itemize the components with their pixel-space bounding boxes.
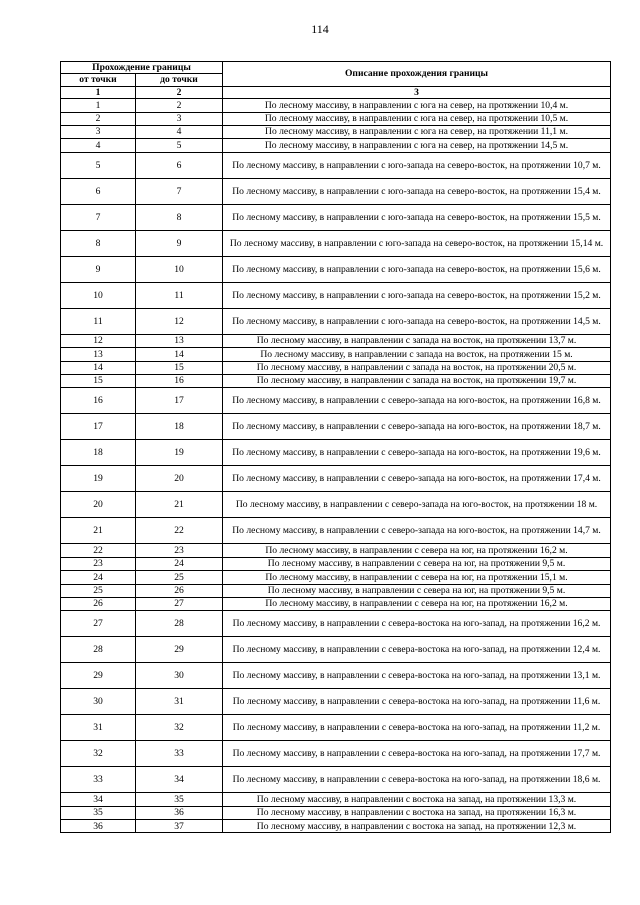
description-cell: По лесному массиву, в направлении с юго-запада на северо-восток, на протяжении 14,5 м. (223, 308, 611, 334)
from-point-cell: 36 (61, 820, 136, 833)
to-point-cell: 6 (136, 152, 223, 178)
table-row (61, 597, 611, 610)
header-boundary-group: Прохождение границы (61, 62, 223, 74)
to-point-cell: 36 (136, 806, 223, 819)
description-cell: По лесному массиву, в направлении с востока на запад, на протяжении 13,3 м. (223, 793, 611, 806)
to-point-cell: 28 (136, 611, 223, 637)
table-row (61, 440, 611, 466)
description-cell: По лесному массиву, в направлении с севера на юг, на протяжении 15,1 м. (223, 571, 611, 584)
column-number-2: 2 (136, 86, 223, 98)
to-point-cell: 37 (136, 820, 223, 833)
table-row (61, 492, 611, 518)
from-point-cell: 8 (61, 230, 136, 256)
from-point-cell: 18 (61, 440, 136, 466)
from-point-cell: 32 (61, 741, 136, 767)
to-point-cell: 26 (136, 584, 223, 597)
description-cell: По лесному массиву, в направлении с запада на восток, на протяжении 19,7 м. (223, 374, 611, 387)
description-cell: По лесному массиву, в направлении с юго-запада на северо-восток, на протяжении 15,4 м. (223, 178, 611, 204)
description-cell: По лесному массиву, в направлении с юго-запада на северо-восток, на протяжении 10,7 м. (223, 152, 611, 178)
description-cell: По лесному массиву, в направлении с северо-запада на юго-восток, на протяжении 14,7 м. (223, 518, 611, 544)
to-point-cell: 24 (136, 557, 223, 570)
to-point-cell: 19 (136, 440, 223, 466)
table-row (61, 518, 611, 544)
to-point-cell: 33 (136, 741, 223, 767)
from-point-cell: 26 (61, 597, 136, 610)
header-to-point: до точки (136, 74, 223, 86)
from-point-cell: 2 (61, 112, 136, 125)
to-point-cell: 30 (136, 663, 223, 689)
to-point-cell: 17 (136, 388, 223, 414)
table-row (61, 820, 611, 833)
from-point-cell: 14 (61, 361, 136, 374)
description-cell: По лесному массиву, в направлении с севера на юг, на протяжении 16,2 м. (223, 597, 611, 610)
from-point-cell: 21 (61, 518, 136, 544)
from-point-cell: 33 (61, 767, 136, 793)
from-point-cell: 20 (61, 492, 136, 518)
table-row (61, 348, 611, 361)
table-row (61, 689, 611, 715)
header-description: Описание прохождения границы (223, 62, 611, 87)
to-point-cell: 21 (136, 492, 223, 518)
to-point-cell: 3 (136, 112, 223, 125)
to-point-cell: 10 (136, 256, 223, 282)
boundary-table (60, 61, 611, 833)
description-cell: По лесному массиву, в направлении с юга на север, на протяжении 11,1 м. (223, 126, 611, 139)
to-point-cell: 20 (136, 466, 223, 492)
from-point-cell: 34 (61, 793, 136, 806)
to-point-cell: 35 (136, 793, 223, 806)
description-cell: По лесному массиву, в направлении с севера-востока на юго-запад, на протяжении 16,2 м. (223, 611, 611, 637)
to-point-cell: 23 (136, 544, 223, 557)
table-row (61, 715, 611, 741)
description-cell: По лесному массиву, в направлении с севера-востока на юго-запад, на протяжении 17,7 м. (223, 741, 611, 767)
table-row (61, 152, 611, 178)
table-row (61, 139, 611, 152)
to-point-cell: 34 (136, 767, 223, 793)
from-point-cell: 29 (61, 663, 136, 689)
description-cell: По лесному массиву, в направлении с северо-запада на юго-восток, на протяжении 17,4 м. (223, 466, 611, 492)
from-point-cell: 15 (61, 374, 136, 387)
to-point-cell: 25 (136, 571, 223, 584)
description-cell: По лесному массиву, в направлении с северо-запада на юго-восток, на протяжении 18 м. (223, 492, 611, 518)
from-point-cell: 12 (61, 334, 136, 347)
from-point-cell: 25 (61, 584, 136, 597)
to-point-cell: 16 (136, 374, 223, 387)
from-point-cell: 13 (61, 348, 136, 361)
table-row (61, 361, 611, 374)
from-point-cell: 1 (61, 99, 136, 112)
table-row (61, 334, 611, 347)
table-row (61, 414, 611, 440)
description-cell: По лесному массиву, в направлении с севера на юг, на протяжении 9,5 м. (223, 557, 611, 570)
to-point-cell: 22 (136, 518, 223, 544)
description-cell: По лесному массиву, в направлении с северо-запада на юго-восток, на протяжении 16,8 м. (223, 388, 611, 414)
from-point-cell: 3 (61, 126, 136, 139)
table-row (61, 466, 611, 492)
to-point-cell: 12 (136, 308, 223, 334)
column-number-3: 3 (223, 86, 611, 98)
to-point-cell: 27 (136, 597, 223, 610)
to-point-cell: 8 (136, 204, 223, 230)
description-cell: По лесному массиву, в направлении с востока на запад, на протяжении 12,3 м. (223, 820, 611, 833)
description-cell: По лесному массиву, в направлении с севера на юг, на протяжении 9,5 м. (223, 584, 611, 597)
from-point-cell: 22 (61, 544, 136, 557)
description-cell: По лесному массиву, в направлении с востока на запад, на протяжении 16,3 м. (223, 806, 611, 819)
column-number-1: 1 (61, 86, 136, 98)
description-cell: По лесному массиву, в направлении с юго-запада на северо-восток, на протяжении 15,6 м. (223, 256, 611, 282)
table-body (61, 99, 611, 833)
table-row (61, 204, 611, 230)
table-row (61, 112, 611, 125)
from-point-cell: 9 (61, 256, 136, 282)
from-point-cell: 19 (61, 466, 136, 492)
table-row (61, 374, 611, 387)
table-row (61, 793, 611, 806)
from-point-cell: 28 (61, 637, 136, 663)
description-cell: По лесному массиву, в направлении с запада на восток, на протяжении 15 м. (223, 348, 611, 361)
table-row (61, 663, 611, 689)
table-row (61, 611, 611, 637)
from-point-cell: 6 (61, 178, 136, 204)
table-row (61, 308, 611, 334)
description-cell: По лесному массиву, в направлении с северо-запада на юго-восток, на протяжении 18,7 м. (223, 414, 611, 440)
from-point-cell: 7 (61, 204, 136, 230)
to-point-cell: 32 (136, 715, 223, 741)
description-cell: По лесному массиву, в направлении с юга на север, на протяжении 14,5 м. (223, 139, 611, 152)
table-row (61, 388, 611, 414)
from-point-cell: 23 (61, 557, 136, 570)
from-point-cell: 27 (61, 611, 136, 637)
table-row (61, 99, 611, 112)
from-point-cell: 35 (61, 806, 136, 819)
description-cell: По лесному массиву, в направлении с юго-запада на северо-восток, на протяжении 15,14 м. (223, 230, 611, 256)
description-cell: По лесному массиву, в направлении с севера-востока на юго-запад, на протяжении 18,6 м. (223, 767, 611, 793)
table-row (61, 544, 611, 557)
table-row (61, 230, 611, 256)
table-row (61, 571, 611, 584)
description-cell: По лесному массиву, в направлении с севера-востока на юго-запад, на протяжении 11,6 м. (223, 689, 611, 715)
description-cell: По лесному массиву, в направлении с севера на юг, на протяжении 16,2 м. (223, 544, 611, 557)
to-point-cell: 5 (136, 139, 223, 152)
description-cell: По лесному массиву, в направлении с юго-запада на северо-восток, на протяжении 15,2 м. (223, 282, 611, 308)
table-row (61, 741, 611, 767)
to-point-cell: 11 (136, 282, 223, 308)
table-row (61, 806, 611, 819)
table-row (61, 126, 611, 139)
to-point-cell: 14 (136, 348, 223, 361)
table-row (61, 282, 611, 308)
to-point-cell: 9 (136, 230, 223, 256)
to-point-cell: 31 (136, 689, 223, 715)
to-point-cell: 13 (136, 334, 223, 347)
to-point-cell: 29 (136, 637, 223, 663)
table-row (61, 178, 611, 204)
from-point-cell: 10 (61, 282, 136, 308)
to-point-cell: 2 (136, 99, 223, 112)
description-cell: По лесному массиву, в направлении с запада на восток, на протяжении 20,5 м. (223, 361, 611, 374)
from-point-cell: 31 (61, 715, 136, 741)
to-point-cell: 18 (136, 414, 223, 440)
to-point-cell: 15 (136, 361, 223, 374)
description-cell: По лесному массиву, в направлении с запада на восток, на протяжении 13,7 м. (223, 334, 611, 347)
from-point-cell: 30 (61, 689, 136, 715)
from-point-cell: 16 (61, 388, 136, 414)
from-point-cell: 24 (61, 571, 136, 584)
description-cell: По лесному массиву, в направлении с севера-востока на юго-запад, на протяжении 13,1 м. (223, 663, 611, 689)
to-point-cell: 4 (136, 126, 223, 139)
description-cell: По лесному массиву, в направлении с юга на север, на протяжении 10,4 м. (223, 99, 611, 112)
page-number: 114 (311, 22, 329, 36)
header-from-point: от точки (61, 74, 136, 86)
from-point-cell: 5 (61, 152, 136, 178)
from-point-cell: 4 (61, 139, 136, 152)
from-point-cell: 11 (61, 308, 136, 334)
table-row (61, 584, 611, 597)
table-row (61, 557, 611, 570)
to-point-cell: 7 (136, 178, 223, 204)
table-row (61, 256, 611, 282)
from-point-cell: 17 (61, 414, 136, 440)
description-cell: По лесному массиву, в направлении с юго-запада на северо-восток, на протяжении 15,5 м. (223, 204, 611, 230)
description-cell: По лесному массиву, в направлении с севера-востока на юго-запад, на протяжении 12,4 м. (223, 637, 611, 663)
description-cell: По лесному массиву, в направлении с северо-запада на юго-восток, на протяжении 19,6 м. (223, 440, 611, 466)
table-row (61, 767, 611, 793)
description-cell: По лесному массиву, в направлении с юга на север, на протяжении 10,5 м. (223, 112, 611, 125)
description-cell: По лесному массиву, в направлении с севера-востока на юго-запад, на протяжении 11,2 м. (223, 715, 611, 741)
table-row (61, 637, 611, 663)
